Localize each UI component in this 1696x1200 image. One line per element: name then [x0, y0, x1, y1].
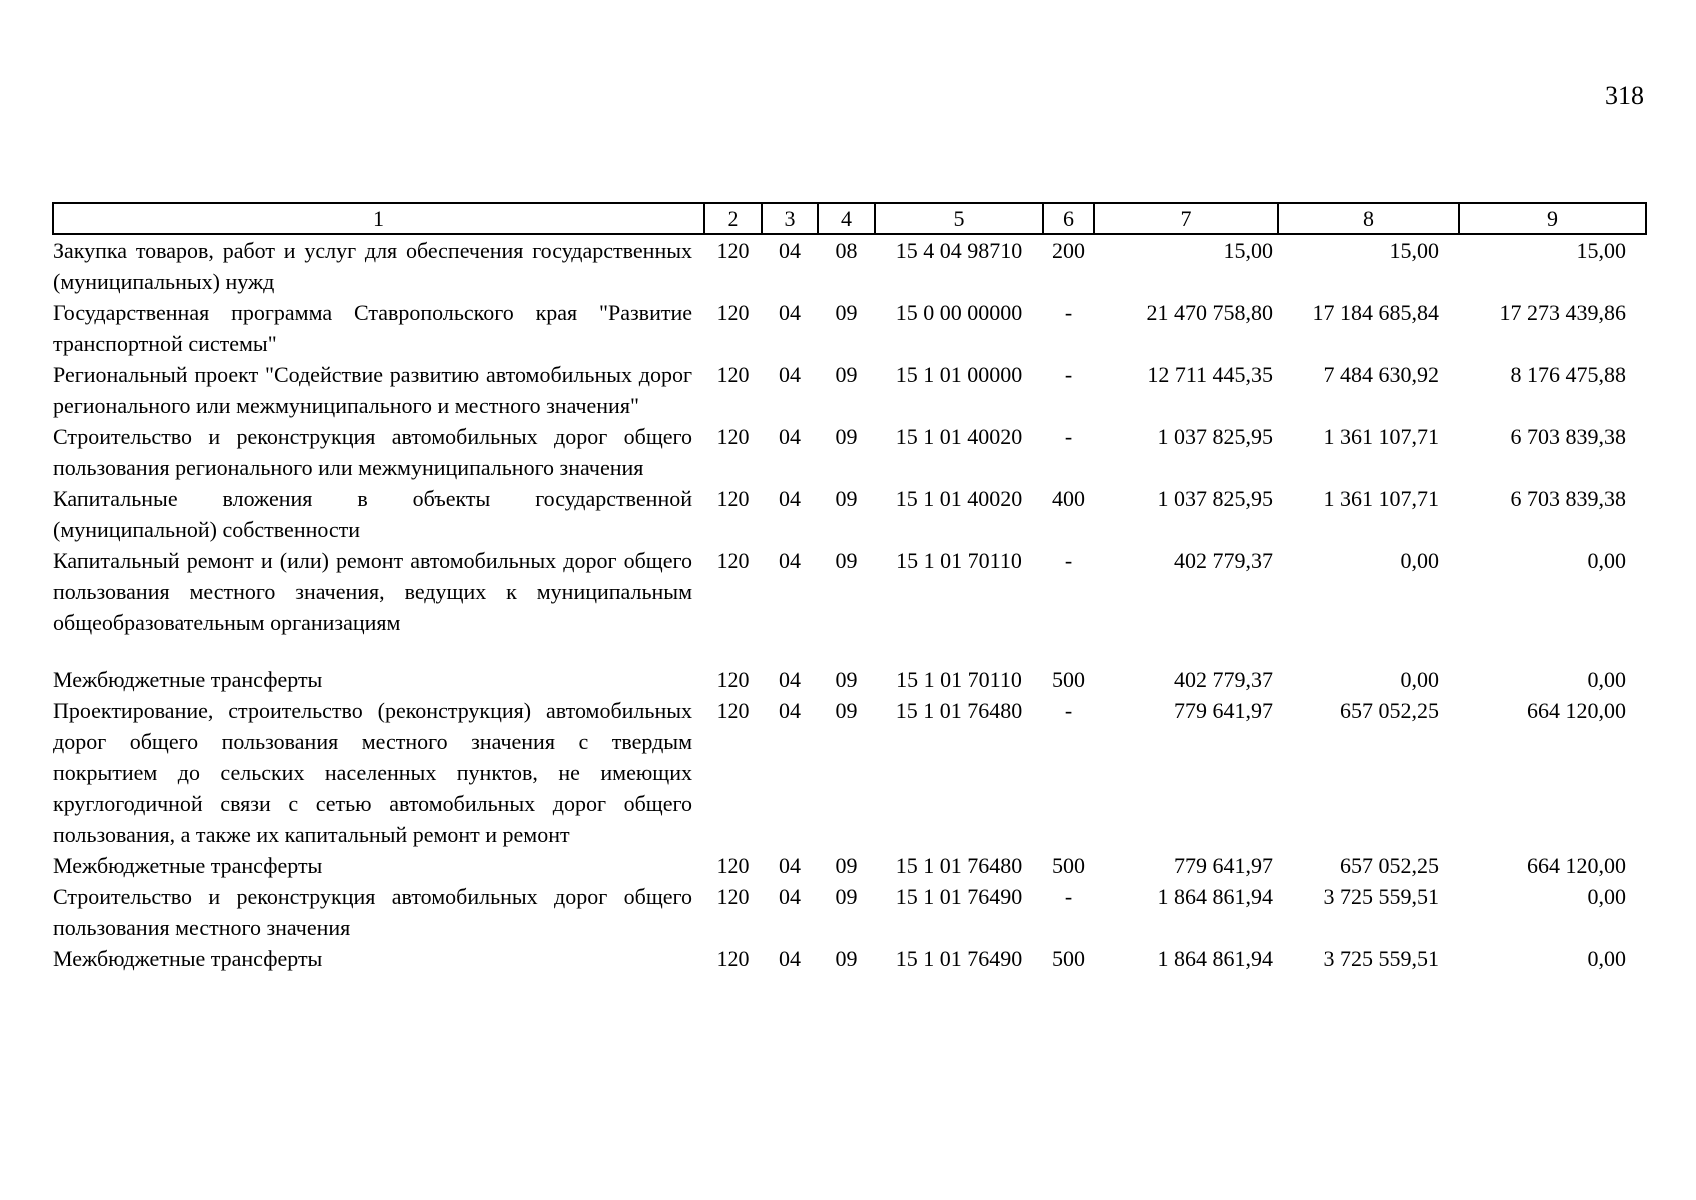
row-code-section: 04	[779, 853, 801, 878]
row-code-target: 15 1 01 76490	[895, 946, 1023, 971]
row-code-target: 15 1 01 40020	[895, 486, 1023, 511]
row-name: Межбюджетные трансферты	[53, 853, 323, 878]
table-spacer-cell	[53, 638, 1646, 664]
row-amount-2: 0,00	[1400, 548, 1439, 573]
row-code-ministry: 120	[716, 946, 750, 971]
row-code-expense-type: 400	[1052, 486, 1085, 511]
table-row	[53, 297, 1646, 359]
row-amount-2: 15,00	[1389, 238, 1439, 263]
row-amount-3: 0,00	[1587, 667, 1626, 692]
table-row	[53, 943, 1646, 974]
table-body	[53, 234, 1646, 974]
row-code-expense-type: -	[1064, 548, 1073, 573]
row-amount-3: 0,00	[1587, 548, 1626, 573]
row-code-ministry: 120	[716, 486, 750, 511]
table-row	[53, 483, 1646, 545]
row-amount-2: 1 361 107,71	[1323, 424, 1439, 449]
row-amount-2: 0,00	[1400, 667, 1439, 692]
row-code-expense-type: 500	[1052, 946, 1085, 971]
header-col-5: 5	[875, 203, 1043, 234]
row-amount-1: 15,00	[1223, 238, 1273, 263]
row-name: Государственная программа Ставропольского края "Развитие транспортной системы"	[53, 300, 692, 356]
row-name: Региональный проект "Содействие развитию автомобильных дорог регионального или межмуниципального и местного значения"	[53, 362, 692, 418]
row-amount-1: 1 037 825,95	[1157, 424, 1273, 449]
row-name: Закупка товаров, работ и услуг для обеспечения государственных (муниципальных) нужд	[53, 238, 692, 294]
row-code-subsection: 09	[835, 300, 858, 325]
row-code-subsection: 09	[835, 884, 858, 909]
row-amount-2: 3 725 559,51	[1323, 884, 1439, 909]
column-number-header	[53, 203, 1646, 234]
row-amount-2: 3 725 559,51	[1323, 946, 1439, 971]
row-name: Строительство и реконструкция автомобильных дорог общего пользования местного значения	[53, 884, 692, 940]
table-row	[53, 695, 1646, 850]
header-col-9: 9	[1459, 203, 1646, 234]
row-amount-1: 1 864 861,94	[1157, 946, 1273, 971]
row-code-target: 15 1 01 40020	[895, 424, 1023, 449]
page-number: 318	[1605, 81, 1644, 110]
row-amount-2: 657 052,25	[1340, 698, 1439, 723]
row-amount-3: 664 120,00	[1527, 698, 1626, 723]
header-col-2: 2	[704, 203, 762, 234]
row-amount-3: 6 703 839,38	[1510, 486, 1626, 511]
row-code-target: 15 1 01 76490	[895, 884, 1023, 909]
row-code-subsection: 09	[835, 853, 858, 878]
row-code-subsection: 09	[835, 486, 858, 511]
row-code-target: 15 1 01 70110	[896, 548, 1022, 573]
row-code-section: 04	[779, 238, 801, 263]
row-code-expense-type: 500	[1052, 853, 1085, 878]
row-amount-1: 12 711 445,35	[1147, 362, 1273, 387]
row-code-ministry: 120	[716, 362, 750, 387]
header-col-6: 6	[1043, 203, 1094, 234]
row-code-ministry: 120	[716, 667, 750, 692]
row-name: Строительство и реконструкция автомобильных дорог общего пользования регионального или межмуниципального значения	[53, 424, 692, 480]
row-code-expense-type: -	[1064, 362, 1073, 387]
row-name: Межбюджетные трансферты	[53, 946, 323, 971]
row-code-subsection: 09	[835, 667, 858, 692]
table-row	[53, 421, 1646, 483]
row-amount-3: 17 273 439,86	[1499, 300, 1626, 325]
row-code-ministry: 120	[716, 698, 750, 723]
row-code-target: 15 1 01 76480	[895, 853, 1023, 878]
row-code-ministry: 120	[716, 300, 750, 325]
table-row	[53, 234, 1646, 297]
row-name: Капитальные вложения в объекты государственной (муниципальной) собственности	[53, 486, 692, 542]
row-code-target: 15 4 04 98710	[895, 238, 1023, 263]
row-name: Межбюджетные трансферты	[53, 667, 323, 692]
row-code-section: 04	[779, 486, 801, 511]
row-code-section: 04	[779, 667, 801, 692]
row-amount-1: 779 641,97	[1174, 698, 1273, 723]
row-code-target: 15 1 01 70110	[896, 667, 1022, 692]
header-col-3: 3	[762, 203, 818, 234]
table-spacer-row	[53, 638, 1646, 664]
table-row	[53, 359, 1646, 421]
row-amount-2: 1 361 107,71	[1323, 486, 1439, 511]
row-code-section: 04	[779, 548, 801, 573]
header-col-8: 8	[1278, 203, 1459, 234]
row-amount-1: 402 779,37	[1174, 667, 1273, 692]
row-code-ministry: 120	[716, 853, 750, 878]
row-amount-2: 7 484 630,92	[1323, 362, 1439, 387]
row-code-ministry: 120	[716, 548, 750, 573]
row-amount-1: 21 470 758,80	[1146, 300, 1273, 325]
row-code-section: 04	[779, 424, 801, 449]
row-code-expense-type: 500	[1052, 667, 1085, 692]
row-name: Проектирование, строительство (реконструкция) автомобильных дорог общего пользования местного значения с твердым покрытием до сельских населенных пунктов, не имеющих круглогодичной связи с сетью автомобильных дорог общего пользования, а также их капитальный ремонт и ремонт	[53, 698, 692, 847]
row-code-expense-type: -	[1064, 424, 1073, 449]
table-row	[53, 545, 1646, 638]
row-code-expense-type: 200	[1052, 238, 1085, 263]
row-code-subsection: 09	[835, 548, 858, 573]
header-col-4: 4	[818, 203, 875, 234]
row-amount-3: 8 176 475,88	[1510, 362, 1626, 387]
row-amount-1: 1 864 861,94	[1157, 884, 1273, 909]
row-code-expense-type: -	[1064, 300, 1073, 325]
row-code-subsection: 08	[835, 238, 858, 263]
row-code-section: 04	[779, 884, 801, 909]
table-row	[53, 850, 1646, 881]
row-code-ministry: 120	[716, 424, 750, 449]
row-code-target: 15 0 00 00000	[895, 300, 1023, 325]
row-amount-3: 6 703 839,38	[1510, 424, 1626, 449]
row-amount-1: 779 641,97	[1174, 853, 1273, 878]
budget-table	[52, 202, 1647, 974]
row-code-ministry: 120	[716, 884, 750, 909]
row-code-section: 04	[779, 300, 801, 325]
row-amount-3: 15,00	[1576, 238, 1626, 263]
row-amount-2: 657 052,25	[1340, 853, 1439, 878]
header-col-1: 1	[53, 203, 704, 234]
table-row	[53, 881, 1646, 943]
row-code-expense-type: -	[1064, 884, 1073, 909]
row-code-ministry: 120	[716, 238, 750, 263]
row-code-target: 15 1 01 76480	[895, 698, 1023, 723]
table-row	[53, 664, 1646, 695]
row-code-expense-type: -	[1064, 698, 1073, 723]
row-code-section: 04	[779, 946, 801, 971]
row-amount-2: 17 184 685,84	[1312, 300, 1439, 325]
row-code-subsection: 09	[835, 698, 858, 723]
row-amount-3: 664 120,00	[1527, 853, 1626, 878]
row-code-section: 04	[779, 362, 801, 387]
row-name: Капитальный ремонт и (или) ремонт автомобильных дорог общего пользования местного значения, ведущих к муниципальным общеобразовательным организациям	[53, 548, 692, 635]
row-code-target: 15 1 01 00000	[895, 362, 1023, 387]
row-amount-3: 0,00	[1587, 884, 1626, 909]
header-col-7: 7	[1094, 203, 1278, 234]
row-amount-1: 1 037 825,95	[1157, 486, 1273, 511]
row-code-subsection: 09	[835, 362, 858, 387]
row-amount-3: 0,00	[1587, 946, 1626, 971]
row-code-subsection: 09	[835, 946, 858, 971]
row-amount-1: 402 779,37	[1174, 548, 1273, 573]
row-code-section: 04	[779, 698, 801, 723]
row-code-subsection: 09	[835, 424, 858, 449]
